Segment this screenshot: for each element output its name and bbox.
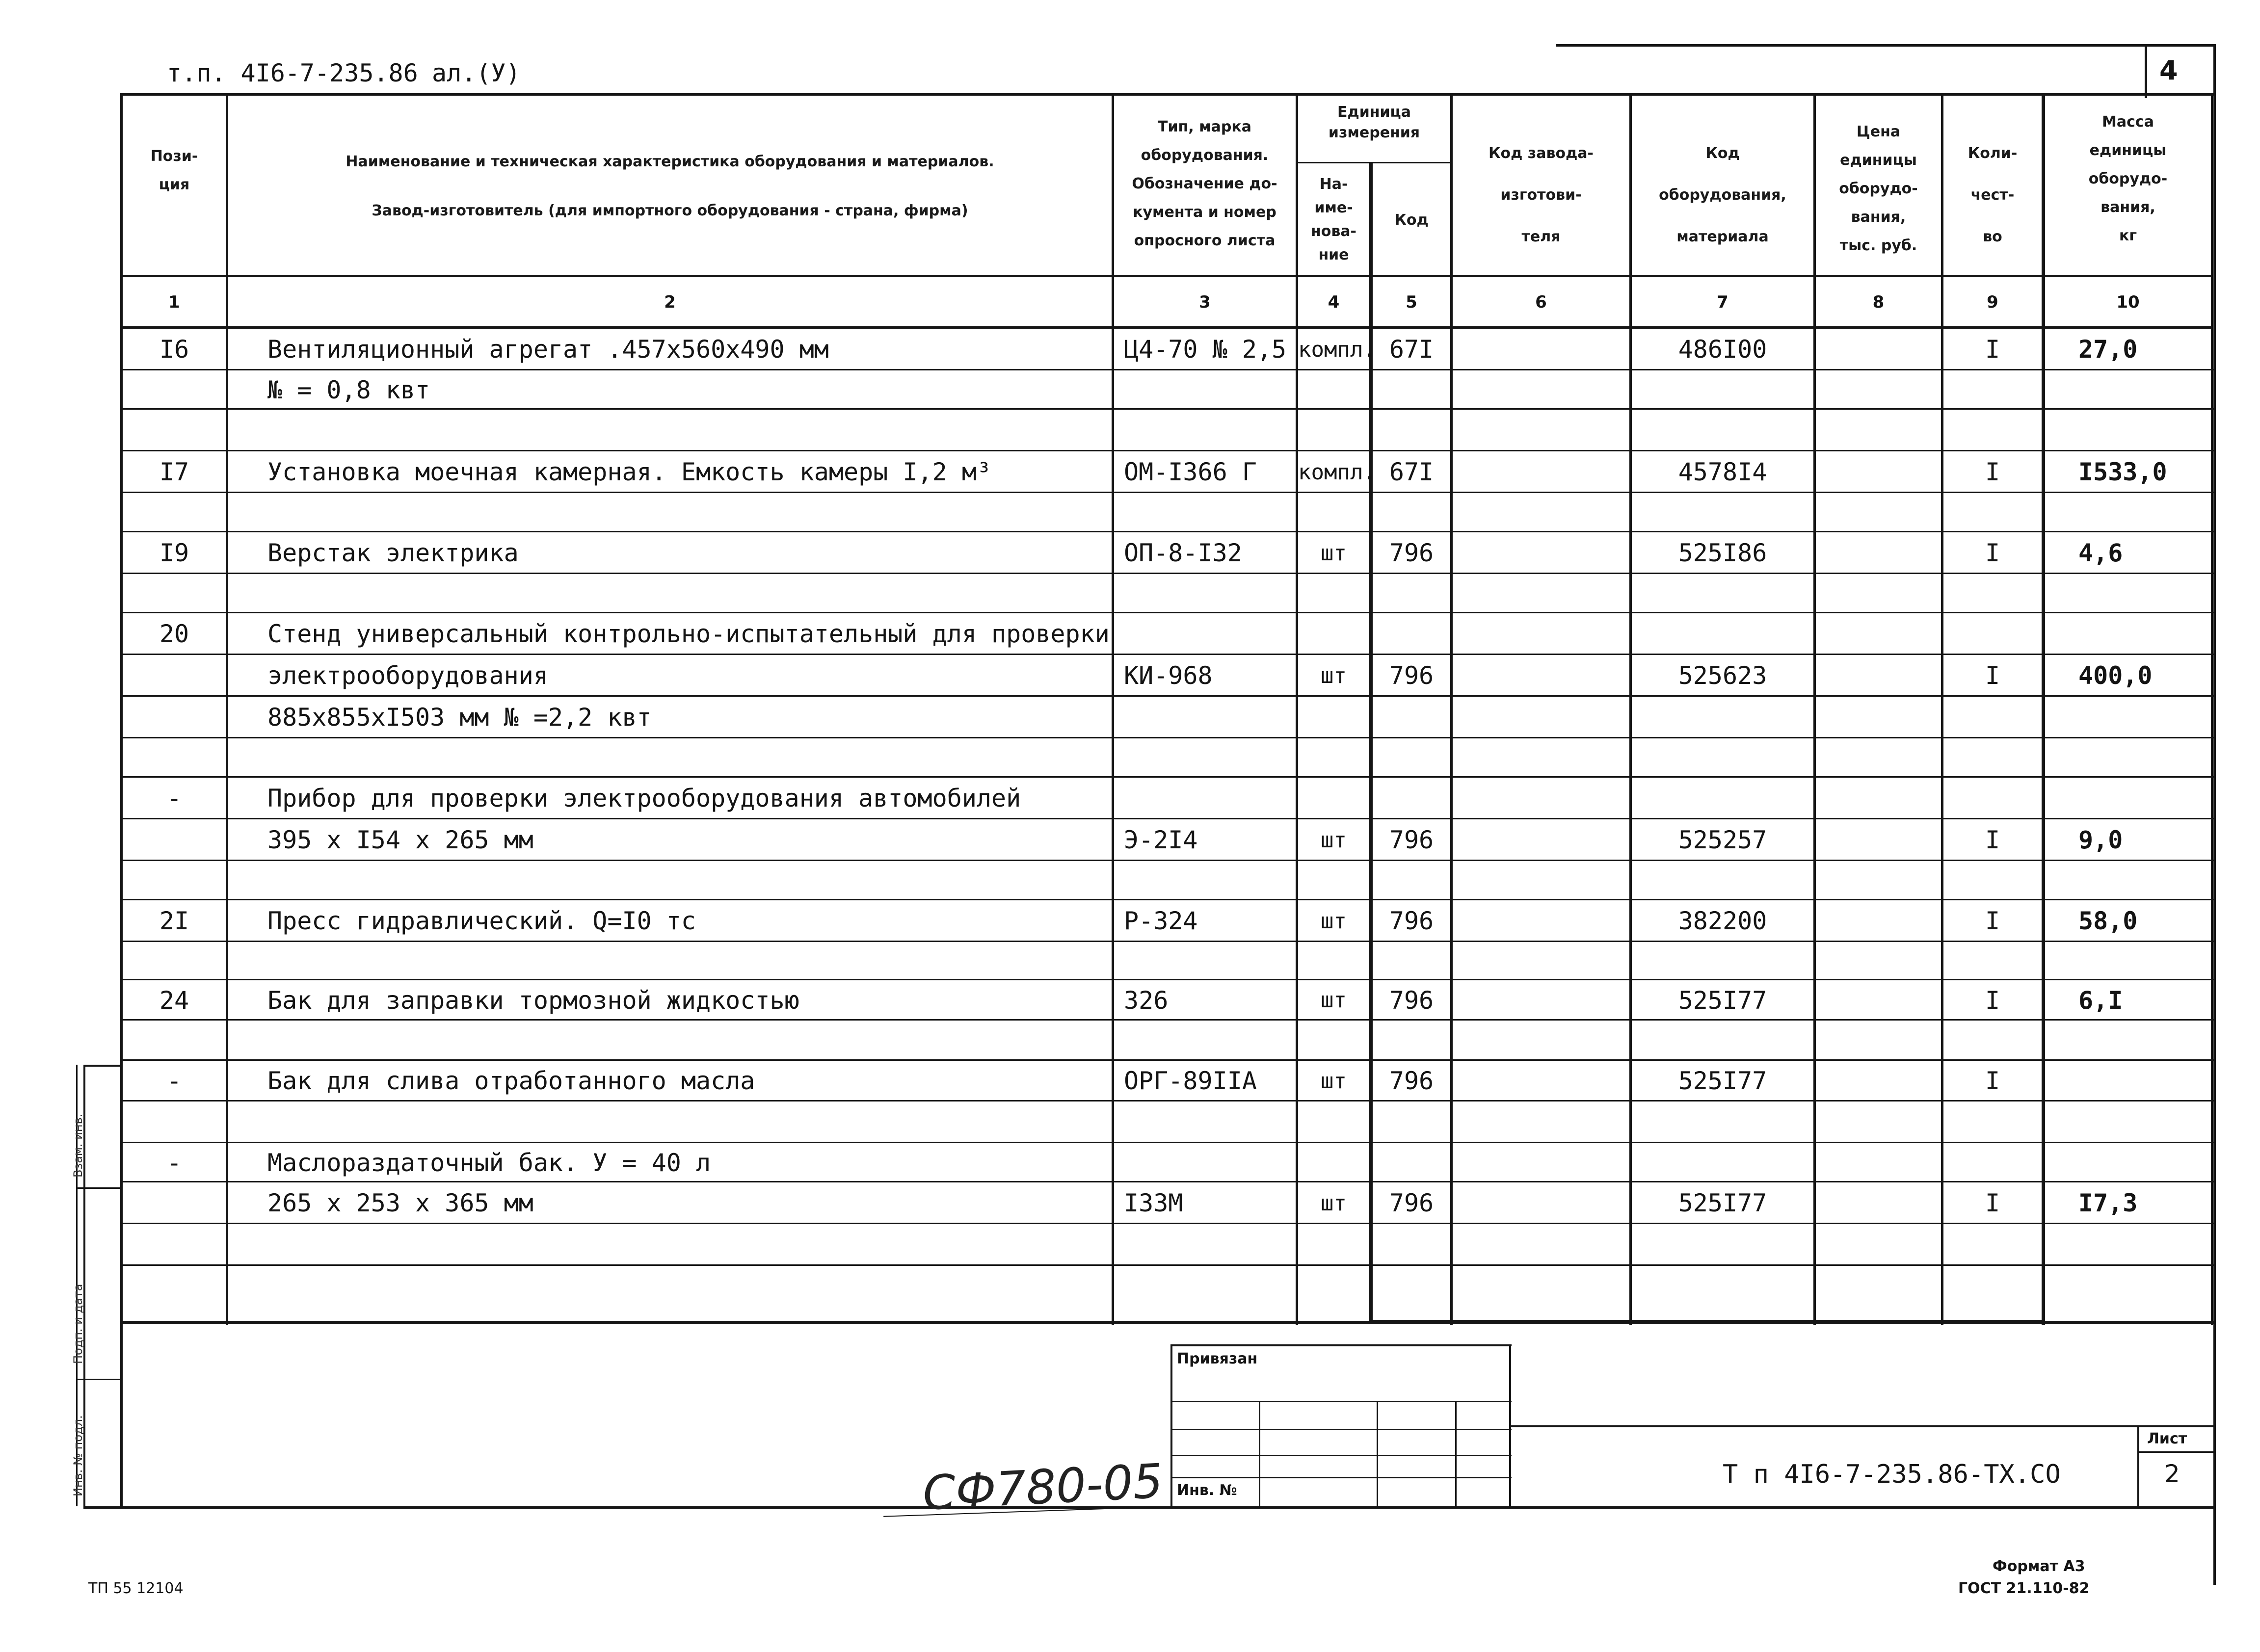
cell-name (267, 574, 1102, 613)
cell-unit (1298, 613, 1369, 655)
cell-code: 796 (1389, 1067, 1434, 1095)
document-code: Т п 4I6-7-235.86-ТХ.СО (1723, 1460, 2061, 1489)
cell-pos (123, 861, 226, 900)
cell-code: 67I (1389, 458, 1434, 486)
cell-code (1373, 1266, 1450, 1322)
cell-mass (2078, 613, 2211, 655)
cell-pos (123, 410, 226, 451)
header-plant-code: Код завода- изготови- теля (1489, 145, 1594, 245)
cell-name (267, 1101, 1102, 1143)
cell-type (1124, 410, 1296, 451)
cell-qty (1943, 410, 2042, 451)
cell-qty (1943, 1224, 2042, 1266)
cell-pos: 24 (159, 986, 189, 1015)
cell-unit: шт (1321, 828, 1347, 853)
cell-pos (123, 819, 226, 861)
cell-code (1373, 1224, 1450, 1266)
cell-mass (2078, 1143, 2211, 1182)
cell-type: I33М (1124, 1189, 1183, 1217)
cell-equip-code: 525257 (1678, 826, 1767, 854)
cell-qty (1943, 1021, 2042, 1061)
cell-equip-code (1632, 493, 1813, 532)
header-price: Цена единицы оборудо- вания, тыс. руб. (1839, 123, 1918, 254)
cell-equip-code: 382200 (1678, 907, 1767, 935)
cell-pos (123, 493, 226, 532)
album-label: ал.(У) (432, 59, 521, 87)
cell-pos: 2I (159, 907, 189, 935)
cell-type (1124, 942, 1296, 980)
cell-pos (123, 655, 226, 697)
cell-pos (123, 1021, 226, 1061)
cell-mass (2078, 493, 2211, 532)
cell-name (267, 410, 1102, 451)
cell-qty: I (1985, 826, 2000, 854)
cell-equip-code: 486I00 (1678, 335, 1767, 364)
cell-unit (1298, 738, 1369, 778)
cell-name: Бак для заправки тормозной жидкостью (267, 986, 799, 1015)
cell-unit: компл. (1298, 337, 1376, 362)
stamp-row-4 (1170, 1477, 1512, 1478)
cell-pos: I6 (159, 335, 189, 364)
cell-type (1124, 1266, 1296, 1322)
cell-unit (1298, 697, 1369, 738)
cell-type (1124, 574, 1296, 613)
header-name: Наименование и техническая характеристика оборудования и материалов. Завод-изготовитель (для импортного оборудования - страна, фирма) (346, 153, 994, 219)
cell-name: 885х855хI503 мм № =2,2 квт (267, 703, 652, 732)
cell-code (1373, 613, 1450, 655)
cell-name: Стенд универсальный контрольно-испытательный для проверки (267, 620, 1110, 648)
cell-name: Маслораздаточный бак. У = 40 л (267, 1149, 711, 1177)
cell-equip-code (1632, 738, 1813, 778)
cell-name (267, 861, 1102, 900)
header-quantity: Коли- чест- во (1968, 145, 2018, 245)
cell-name: Прибор для проверки электрооборудования автомобилей (267, 784, 1021, 813)
cell-name: 265 х 253 х 365 мм (267, 1189, 533, 1217)
cell-pos: - (166, 1067, 182, 1095)
cell-qty (1943, 370, 2042, 410)
cell-equip-code (1632, 574, 1813, 613)
cell-equip-code (1632, 1101, 1813, 1143)
cell-code: 67I (1389, 335, 1434, 364)
cell-qty (1943, 493, 2042, 532)
cell-mass (2078, 1061, 2211, 1101)
header-unit-name: На- име- нова- ние (1310, 176, 1357, 263)
cell-pos: I7 (159, 458, 189, 486)
stamp-row-1 (1170, 1401, 1512, 1402)
footer-gost: ГОСТ 21.110-82 (1958, 1580, 2090, 1597)
colnum-5: 5 (1406, 292, 1417, 312)
handwritten-number: СФ780-05 (921, 1453, 1165, 1521)
list-box-left (2137, 1425, 2139, 1506)
header-mass: Масса единицы оборудо- вания, кг (2088, 113, 2168, 244)
cell-type: ОМ-I366 Г (1124, 458, 1257, 486)
cell-qty: I (1985, 1189, 2000, 1217)
header-unit-code: Код (1394, 211, 1429, 229)
cell-name (267, 942, 1102, 980)
cell-equip-code (1632, 778, 1813, 819)
cell-equip-code: 4578I4 (1678, 458, 1767, 486)
side-label-inv-orig: Инв. № подл. (71, 1415, 85, 1496)
cell-code (1373, 1143, 1450, 1182)
cell-equip-code (1632, 1224, 1813, 1266)
cell-pos (123, 1224, 226, 1266)
cell-name (267, 1021, 1102, 1061)
cell-mass (2078, 1224, 2211, 1266)
cell-unit (1298, 1266, 1369, 1322)
cell-pos: - (166, 1149, 182, 1177)
cell-qty: I (1985, 335, 2000, 364)
cell-type: Э-2I4 (1124, 826, 1198, 854)
cell-type (1124, 493, 1296, 532)
cell-name (267, 1266, 1102, 1322)
cell-qty: I (1985, 1067, 2000, 1095)
cell-code (1373, 574, 1450, 613)
cell-name: Бак для слива отработанного масла (267, 1067, 755, 1095)
side-label-sign-date: Подп. и дата (71, 1284, 85, 1364)
cell-name: Верстак электрика (267, 539, 519, 567)
cell-equip-code: 525623 (1678, 661, 1767, 690)
cell-mass (2078, 370, 2211, 410)
cell-type: Р-324 (1124, 907, 1198, 935)
cell-code (1373, 493, 1450, 532)
cell-pos: 20 (159, 620, 189, 648)
cell-unit: шт (1321, 988, 1347, 1013)
stamp-left-line (1170, 1344, 1172, 1506)
cell-mass (2078, 410, 2211, 451)
cell-unit (1298, 370, 1369, 410)
cell-qty (1943, 861, 2042, 900)
cell-code (1373, 861, 1450, 900)
cell-type (1124, 861, 1296, 900)
cell-pos (123, 370, 226, 410)
cell-type: КИ-968 (1124, 661, 1213, 690)
cell-equip-code: 525I77 (1678, 1067, 1767, 1095)
cell-mass (2078, 1021, 2211, 1061)
cell-equip-code (1632, 1143, 1813, 1182)
cell-pos (123, 1101, 226, 1143)
cell-equip-code (1632, 1021, 1813, 1061)
cell-code: 796 (1389, 986, 1434, 1015)
cell-name (267, 738, 1102, 778)
header-position: Пози- ция (150, 148, 198, 193)
cell-unit: шт (1321, 663, 1347, 688)
cell-name (267, 1224, 1102, 1266)
cell-mass (2078, 574, 2211, 613)
cell-mass: 27,0 (2078, 335, 2138, 364)
side-stamp-top (83, 1065, 123, 1067)
header-equipment-code: Код оборудования, материала (1659, 145, 1786, 245)
cell-name: № = 0,8 квт (267, 376, 430, 404)
cell-equip-code (1632, 861, 1813, 900)
cell-unit (1298, 1101, 1369, 1143)
colnum-8: 8 (1872, 292, 1885, 312)
cell-qty (1943, 697, 2042, 738)
cell-mass: 6,I (2078, 986, 2123, 1015)
cell-mass: 4,6 (2078, 539, 2123, 567)
cell-qty (1943, 1266, 2042, 1322)
cell-qty (1943, 738, 2042, 778)
cell-qty: I (1985, 986, 2000, 1015)
cell-code (1373, 370, 1450, 410)
colnum-7: 7 (1717, 292, 1728, 312)
cell-type: 326 (1124, 986, 1169, 1015)
cell-code: 796 (1389, 661, 1434, 690)
cell-code (1373, 942, 1450, 980)
cell-qty (1943, 942, 2042, 980)
cell-mass: I7,3 (2078, 1189, 2138, 1217)
cell-name: электрооборудования (267, 661, 548, 690)
cell-equip-code (1632, 370, 1813, 410)
cell-qty: I (1985, 661, 2000, 690)
title-block-top (1509, 1425, 2216, 1427)
stamp-row-3 (1170, 1455, 1512, 1456)
cell-mass (2078, 738, 2211, 778)
cell-equip-code: 525I77 (1678, 1189, 1767, 1217)
cell-pos: - (166, 784, 182, 813)
stamp-row-2 (1170, 1429, 1512, 1430)
side-label-replace: Взам. инв. (71, 1113, 85, 1178)
cell-unit (1298, 493, 1369, 532)
header-type: Тип, марка оборудования. Обозначение до- кумента и номер опросного листа (1132, 118, 1277, 249)
cell-pos (123, 1182, 226, 1224)
cell-unit: шт (1321, 1191, 1347, 1216)
cell-pos: I9 (159, 539, 189, 567)
cell-name: Пресс гидравлический. Q=I0 тс (267, 907, 696, 935)
cell-qty: I (1985, 539, 2000, 567)
cell-type: ОРГ-89IIА (1124, 1067, 1257, 1095)
header-unit-group: Единица измерения (1328, 104, 1420, 141)
cell-pos (123, 738, 226, 778)
cell-mass (2078, 861, 2211, 900)
cell-mass: I533,0 (2078, 458, 2167, 486)
colnum-4: 4 (1328, 292, 1340, 312)
cell-pos (123, 697, 226, 738)
cell-type: Ц4-70 № 2,5 (1124, 335, 1287, 364)
cell-qty (1943, 778, 2042, 819)
cell-unit (1298, 1143, 1369, 1182)
cell-mass (2078, 778, 2211, 819)
cell-name: Вентиляционный агрегат .457х560х490 мм (267, 335, 829, 364)
cell-mass (2078, 1101, 2211, 1143)
cell-mass: 58,0 (2078, 907, 2138, 935)
stamp-top-line (1170, 1344, 1512, 1346)
colnum-2: 2 (664, 292, 676, 312)
cell-unit: шт (1321, 909, 1347, 934)
cell-type: ОП-8-I32 (1124, 539, 1242, 567)
cell-code (1373, 778, 1450, 819)
page-number: 4 (2159, 55, 2178, 86)
cell-unit: шт (1321, 541, 1347, 566)
cell-pos (123, 942, 226, 980)
cell-unit: компл. (1298, 460, 1376, 485)
cell-type (1124, 1224, 1296, 1266)
cell-equip-code (1632, 613, 1813, 655)
cell-type (1124, 1021, 1296, 1061)
cell-unit (1298, 778, 1369, 819)
cell-code (1373, 410, 1450, 451)
cell-unit (1298, 942, 1369, 980)
colnum-3: 3 (1199, 292, 1211, 312)
cell-type (1124, 1101, 1296, 1143)
cell-unit (1298, 574, 1369, 613)
list-label: Лист (2147, 1430, 2187, 1447)
cell-equip-code (1632, 1266, 1813, 1322)
cell-type (1124, 778, 1296, 819)
list-box-divider (2137, 1451, 2216, 1453)
cell-code: 796 (1389, 907, 1434, 935)
cell-equip-code (1632, 942, 1813, 980)
colnum-9: 9 (1987, 292, 1998, 312)
cell-equip-code (1632, 697, 1813, 738)
cell-name: 395 х I54 х 265 мм (267, 826, 533, 854)
stamp-col-3 (1455, 1401, 1457, 1506)
cell-code: 796 (1389, 826, 1434, 854)
cell-unit (1298, 1224, 1369, 1266)
colnum-10: 10 (2116, 292, 2140, 312)
cell-pos (123, 1266, 226, 1322)
cell-type (1124, 613, 1296, 655)
cell-qty (1943, 1143, 2042, 1182)
stamp-col-2 (1377, 1401, 1378, 1506)
cell-unit (1298, 861, 1369, 900)
cell-qty: I (1985, 458, 2000, 486)
cell-qty: I (1985, 907, 2000, 935)
cell-code (1373, 1101, 1450, 1143)
cell-type (1124, 738, 1296, 778)
cell-code: 796 (1389, 539, 1434, 567)
cell-code (1373, 1021, 1450, 1061)
cell-code: 796 (1389, 1189, 1434, 1217)
cell-type (1124, 370, 1296, 410)
footer-format: Формат А3 (1993, 1558, 2085, 1575)
cell-unit: шт (1321, 1069, 1347, 1094)
cell-equip-code: 525I86 (1678, 539, 1767, 567)
cell-mass (2078, 697, 2211, 738)
cell-equip-code: 525I77 (1678, 986, 1767, 1015)
cell-mass: 9,0 (2078, 826, 2123, 854)
cell-equip-code (1632, 410, 1813, 451)
cell-type (1124, 697, 1296, 738)
cell-qty (1943, 1101, 2042, 1143)
side-stamp-div-2 (76, 1379, 123, 1380)
cell-name (267, 493, 1102, 532)
cell-unit (1298, 1021, 1369, 1061)
cell-unit (1298, 410, 1369, 451)
colnum-6: 6 (1535, 292, 1547, 312)
side-stamp-div-1 (76, 1187, 123, 1189)
stamp-col-1 (1259, 1401, 1260, 1506)
stamp-privyazan-label: Привязан (1177, 1350, 1258, 1367)
cell-mass (2078, 1266, 2211, 1322)
list-number: 2 (2164, 1460, 2180, 1488)
colnum-1: 1 (168, 292, 180, 312)
cell-mass: 400,0 (2078, 661, 2153, 690)
cell-mass (2078, 942, 2211, 980)
cell-qty (1943, 613, 2042, 655)
footer-left-code: ТП 55 12104 (88, 1580, 184, 1597)
cell-type (1124, 1143, 1296, 1182)
cell-pos (123, 574, 226, 613)
stamp-inv-label: Инв. № (1177, 1482, 1237, 1499)
cell-qty (1943, 574, 2042, 613)
document-reference: т.п. 4I6-7-235.86 (167, 59, 418, 87)
cell-code (1373, 738, 1450, 778)
cell-name: Установка моечная камерная. Емкость камеры I,2 м³ (267, 458, 992, 486)
cell-code (1373, 697, 1450, 738)
